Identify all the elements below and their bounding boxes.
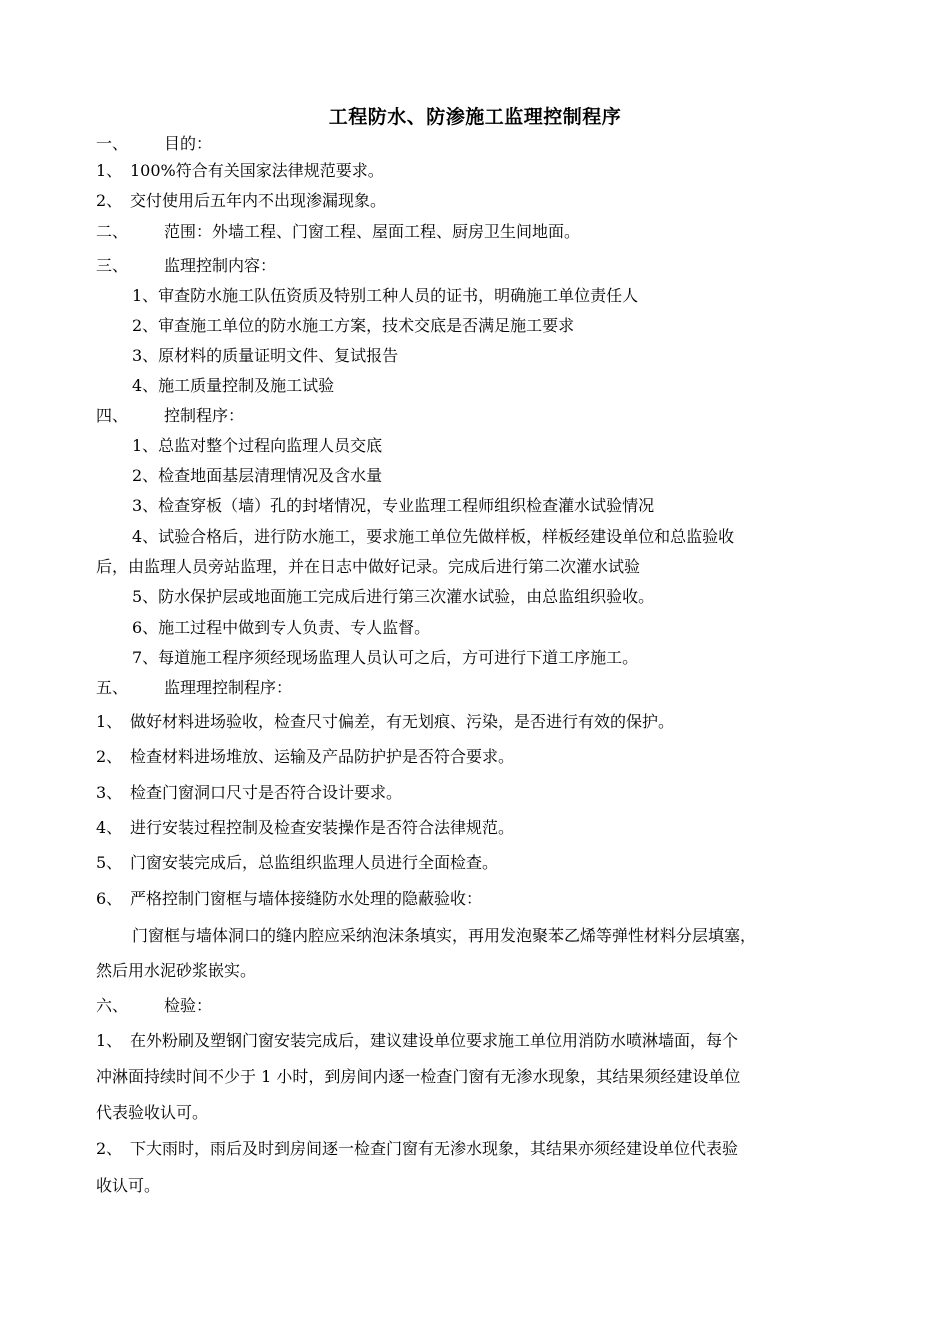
item-text: 进行安装过程控制及检查安装操作是否符合法律规范。 xyxy=(130,818,515,837)
list-item: 2、检查地面基层清理情况及含水量 xyxy=(132,466,383,485)
list-item: 3、检查穿板（墙）孔的封堵情况，专业监理工程师组织检查灌水试验情况 xyxy=(132,496,655,515)
item-text: 下大雨时，雨后及时到房间逐一检查门窗有无渗水现象，其结果亦须经建设单位代表验 xyxy=(130,1139,739,1158)
item-number: 1、 xyxy=(96,712,123,731)
section-title: 目的： xyxy=(164,134,213,153)
list-item-continuation: 后，由监理人员旁站监理，并在日志中做好记录。完成后进行第二次灌水试验 xyxy=(96,557,641,576)
section-heading xyxy=(96,406,244,426)
list-item: 4、试验合格后，进行防水施工，要求施工单位先做样板，样板经建设单位和总监验收 xyxy=(132,527,735,546)
item-number: 3、 xyxy=(96,783,123,802)
list-item-continuation: 冲淋面持续时间不少于 1 小时，到房间内逐一检查门窗有无渗水现象，其结果须经建设单位 xyxy=(96,1067,741,1086)
section-number: 三、 xyxy=(96,256,129,275)
section-number: 一、 xyxy=(96,134,129,153)
list-item xyxy=(96,747,514,767)
item-text: 门窗安装完成后，总监组织监理人员进行全面检查。 xyxy=(130,853,499,872)
item-text: 做好材料进场验收，检查尺寸偏差，有无划痕、污染，是否进行有效的保护。 xyxy=(130,712,675,731)
list-item-continuation: 收认可。 xyxy=(96,1176,161,1195)
list-item xyxy=(96,818,514,838)
list-item: 4、施工质量控制及施工试验 xyxy=(132,376,335,395)
list-item: 1、总监对整个过程向监理人员交底 xyxy=(132,436,383,455)
section-title: 检验： xyxy=(164,996,213,1015)
section-title: 范围：外墙工程、门窗工程、屋面工程、厨房卫生间地面。 xyxy=(164,222,581,241)
list-item xyxy=(96,853,498,873)
list-item xyxy=(96,889,482,909)
list-item: 2、审查施工单位的防水施工方案，技术交底是否满足施工要求 xyxy=(132,316,575,335)
section-heading xyxy=(96,678,292,698)
item-number: 5、 xyxy=(96,853,123,872)
item-number: 1、 xyxy=(96,1031,123,1050)
item-text: 在外粉刷及塑钢门窗安装完成后，建议建设单位要求施工单位用消防水喷淋墙面，每个 xyxy=(130,1031,739,1050)
list-item xyxy=(96,1139,738,1159)
item-text: 严格控制门窗框与墙体接缝防水处理的隐蔽验收： xyxy=(130,889,483,908)
item-number: 1、 xyxy=(96,161,123,180)
list-item xyxy=(96,1031,738,1051)
item-text: 检查材料进场堆放、运输及产品防护护是否符合要求。 xyxy=(130,747,515,766)
item-number: 4、 xyxy=(96,818,123,837)
section-heading xyxy=(96,222,580,242)
section-number: 二、 xyxy=(96,222,129,241)
section-number: 四、 xyxy=(96,406,129,425)
item-text: 交付使用后五年内不出现渗漏现象。 xyxy=(130,191,387,210)
section-heading xyxy=(96,256,276,276)
list-item xyxy=(96,712,674,732)
item-number: 6、 xyxy=(96,889,123,908)
list-item xyxy=(96,161,384,181)
list-item-continuation: 代表验收认可。 xyxy=(96,1103,209,1122)
list-item: 6、施工过程中做到专人负责、专人监督。 xyxy=(132,618,431,637)
list-item xyxy=(96,783,402,803)
document-title: 工程防水、防渗施工监理控制程序 xyxy=(328,106,622,128)
section-title: 监理控制内容： xyxy=(164,256,277,275)
item-text: 100%符合有关国家法律规范要求。 xyxy=(130,161,384,180)
item-number: 2、 xyxy=(96,747,123,766)
item-number: 2、 xyxy=(96,191,123,210)
section-number: 六、 xyxy=(96,996,129,1015)
paragraph-line: 然后用水泥砂浆嵌实。 xyxy=(96,961,257,980)
item-text: 检查门窗洞口尺寸是否符合设计要求。 xyxy=(130,783,403,802)
list-item: 7、每道施工程序须经现场监理人员认可之后，方可进行下道工序施工。 xyxy=(132,648,639,667)
section-title: 监理理控制程序： xyxy=(164,678,293,697)
list-item xyxy=(96,191,386,211)
item-number: 2、 xyxy=(96,1139,123,1158)
paragraph-line: 门窗框与墙体洞口的缝内腔应采纳泡沫条填实，再用发泡聚苯乙烯等弹性材料分层填塞， xyxy=(132,926,757,945)
section-heading xyxy=(96,134,212,154)
list-item: 1、审查防水施工队伍资质及特别工种人员的证书，明确施工单位责任人 xyxy=(132,286,639,305)
section-number: 五、 xyxy=(96,678,129,697)
section-title: 控制程序： xyxy=(164,406,245,425)
section-heading xyxy=(96,996,212,1016)
list-item: 3、原材料的质量证明文件、复试报告 xyxy=(132,346,399,365)
list-item: 5、防水保护层或地面施工完成后进行第三次灌水试验，由总监组织验收。 xyxy=(132,587,655,606)
